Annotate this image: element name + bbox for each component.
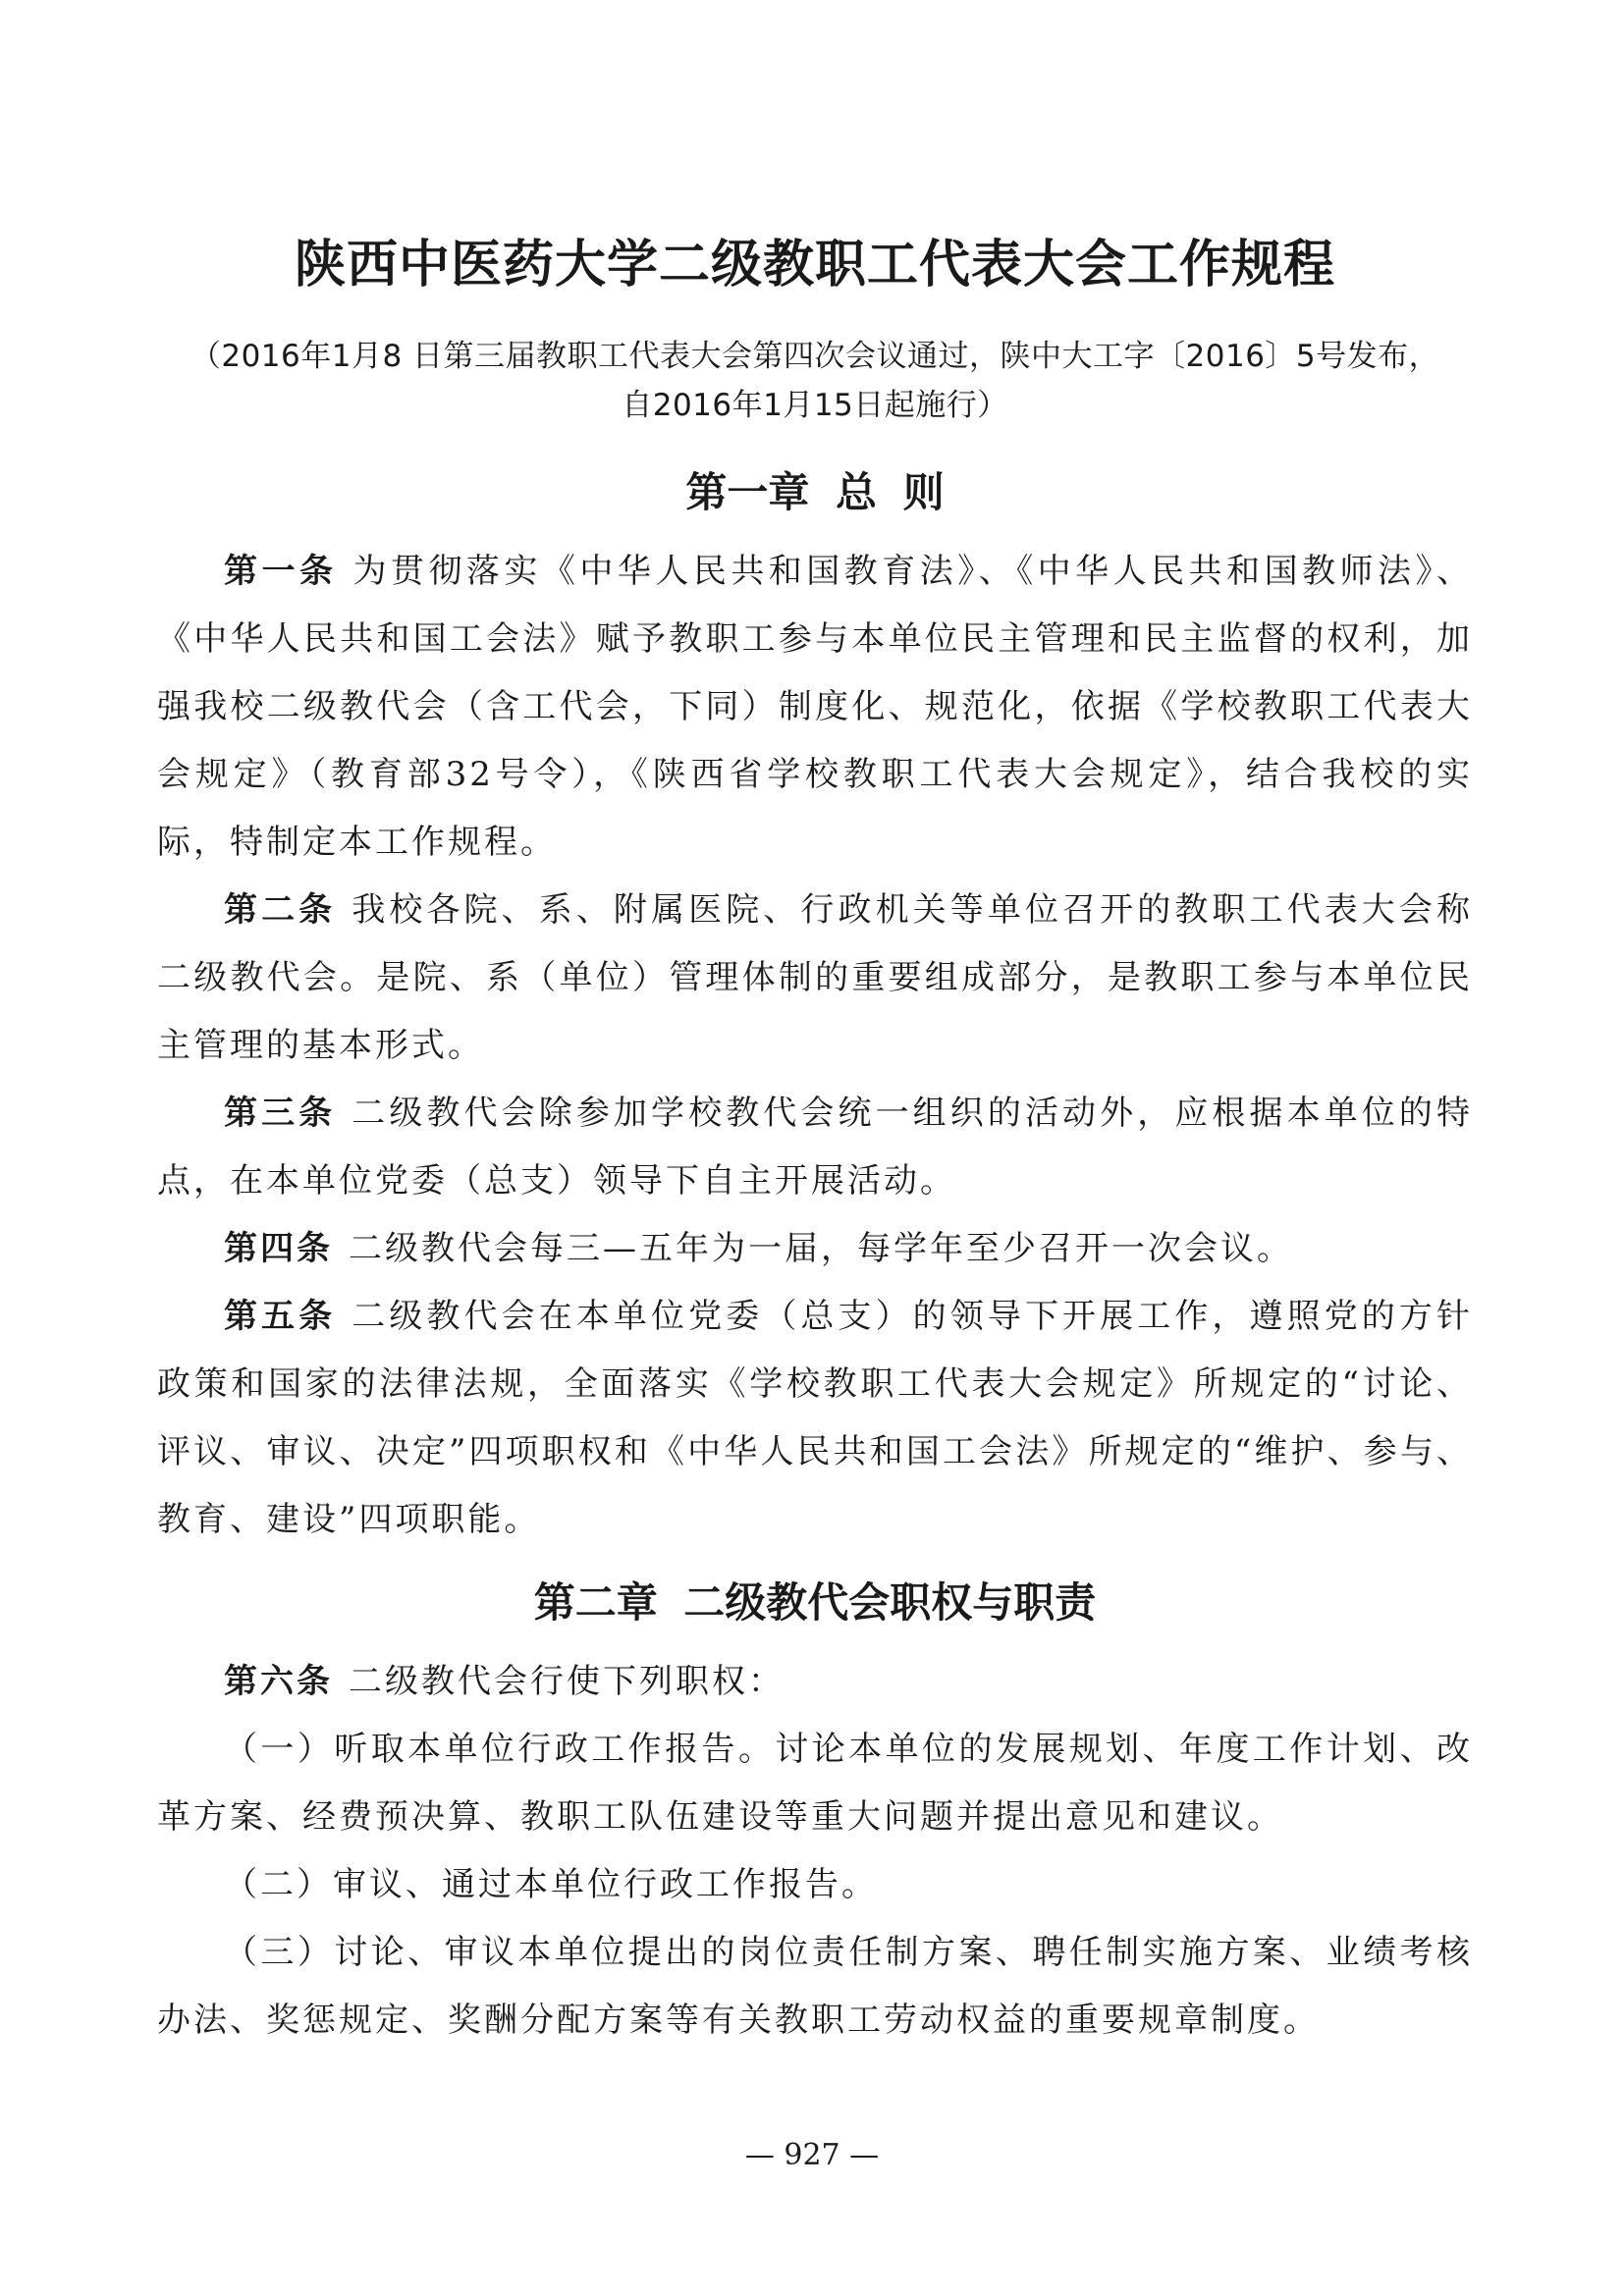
page-number: — 927 — — [744, 2138, 880, 2172]
article-text: 我校各院、系、附属医院、行政机关等单位召开的教职工代表大会称二级教代会。是院、系（单位）管理体制的重要组成部分，是教职工参与本单位民主管理的基本形式。 — [157, 890, 1473, 1065]
chapter-heading-2: 第二章 二级教代会职权与职责 — [533, 1578, 1097, 1627]
adoption-note — [157, 332, 1473, 430]
list-item: （二）审议、通过本单位行政工作报告。 — [224, 1865, 878, 1904]
article-text: 二级教代会除参加学校教代会统一组织的活动外，应根据本单位的特点，在本单位党委（总支）领导下自主开展活动。 — [157, 1094, 1473, 1201]
adoption-note-line1: （2016年1月8 日第三届教职工代表大会第四次会议通过，陕中大工字〔2016〕5号发布， — [189, 339, 1440, 374]
article-number: 第一条 — [224, 552, 338, 591]
document-body — [157, 226, 1473, 2055]
article-text: 二级教代会每三—五年为一届，每学年至少召开一次会议。 — [349, 1229, 1293, 1268]
article-text: 为贯彻落实《中华人民共和国教育法》、《中华人民共和国教师法》、《中华人民共和国工会法》赋予教职工参与本单位民主管理和民主监督的权利，加强我校二级教代会（含工代会，下同）制度化、规范化，依据《学校教职工代表大会规定》（教育部32号令），《陕西省学校教职工代表大会规定》，结合我校的实际，特制定本工作规程。 — [157, 552, 1474, 862]
article-text: 二级教代会在本单位党委（总支）的领导下开展工作，遵照党的方针政策和国家的法律法规，全面落实《学校教职工代表大会规定》所规定的“讨论、评议、审议、决定”四项职权和《中华人民共和国工会法》所规定的“维护、参与、教育、建设”四项职能。 — [157, 1297, 1473, 1539]
chapter-heading-1: 第一章 总 则 — [685, 468, 945, 516]
list-item: （三）讨论、审议本单位提出的岗位责任制方案、聘任制实施方案、业绩考核办法、奖惩规定、奖酬分配方案等有关教职工劳动权益的重要规章制度。 — [157, 1933, 1473, 2040]
article-number: 第五条 — [224, 1297, 337, 1336]
list-item: （一）听取本单位行政工作报告。讨论本单位的发展规划、年度工作计划、改革方案、经费预决算、教职工队伍建设等重大问题并提出意见和建议。 — [157, 1730, 1473, 1837]
article-number: 第四条 — [224, 1229, 333, 1268]
article-5 — [157, 1283, 1473, 1554]
article-4 — [157, 1215, 1473, 1283]
document-title: 陕西中医药大学二级教职工代表大会工作规程 — [294, 235, 1335, 294]
article-3 — [157, 1080, 1473, 1215]
article-6 — [157, 1648, 1473, 1716]
article-text: 二级教代会行使下列职权： — [349, 1662, 785, 1701]
article-number: 第六条 — [224, 1662, 333, 1701]
adoption-note-line2: 自2016年1月15日起施行） — [622, 388, 1008, 423]
article-number: 第二条 — [224, 890, 337, 930]
article-2 — [157, 877, 1473, 1080]
article-number: 第三条 — [224, 1094, 337, 1133]
article-1 — [157, 538, 1473, 877]
